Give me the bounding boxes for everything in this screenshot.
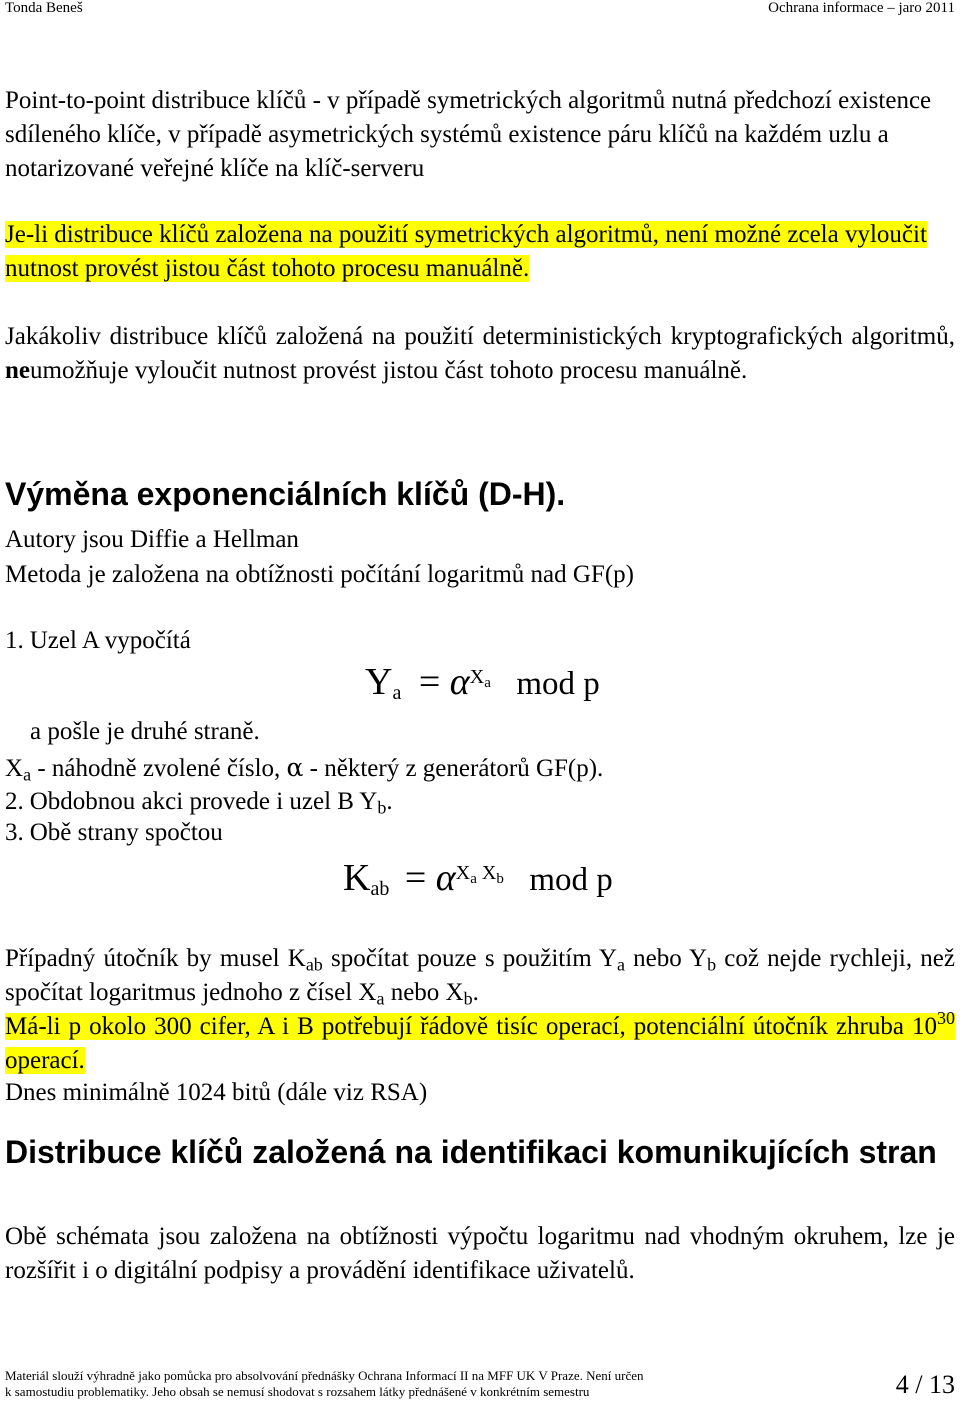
step-1 <box>5 626 191 656</box>
heading-dh-exchange: Výměna exponenciálních klíčů (D-H). <box>5 476 566 512</box>
header-course: Ochrana informace – jaro 2011 <box>768 0 955 16</box>
sends-line: a pošle je druhé straně. <box>30 718 260 745</box>
formula-alpha: α <box>435 857 456 899</box>
formula-lhs-sub: ab <box>370 878 390 900</box>
paragraph-deterministic <box>5 320 955 388</box>
paragraph-300-digits <box>5 1010 955 1078</box>
paragraph-symmetric-highlight <box>5 218 955 286</box>
formula-equals: = <box>418 661 441 703</box>
bold-ne: ne <box>5 357 30 384</box>
formula-kab <box>343 858 613 900</box>
highlight-text: Má-li p okolo 300 cifer, A i B potřebují řádově tisíc operací, potenciální útočník zhruba $10^{30}$ operací. <box>5 1008 955 1074</box>
min-bits-line: Dnes minimálně 1024 bitů (dále viz RSA) <box>5 1079 428 1106</box>
alpha-symbol: α <box>286 753 304 782</box>
formula-ya <box>365 662 600 704</box>
step-number: 1. <box>5 627 24 654</box>
formula-lhs: Y <box>365 661 393 703</box>
step-3: 3. Obě strany spočtou <box>5 819 223 846</box>
header-author: Tonda Beneš <box>5 0 83 16</box>
text-span: umožňuje vyloučit nutnost provést jistou část tohoto procesu manuálně. <box>30 357 748 384</box>
highlight-text: Je-li distribuce klíčů založena na použití symetrických algoritmů, není možné zcela vyloučit nutnost provést jistou část tohoto procesu manuálně. <box>5 221 927 282</box>
page-number: 4 / 13 <box>895 1370 955 1399</box>
step-text: Uzel A vypočítá <box>29 627 191 654</box>
formula-exponent: Xa <box>469 666 491 691</box>
authors-line: Autory jsou Diffie a Hellman <box>5 526 299 553</box>
formula-mod: mod p <box>529 862 613 898</box>
step-2: 2. Obdobnou akci provede i uzel B $Y_b$. <box>5 788 393 818</box>
paragraph-schemes: Obě schémata jsou založena na obtížnosti výpočtu logaritmu nad vhodným okruhem, lze je rozšířit i o digitální podpisy a provádění identifikace uživatelů. <box>5 1223 955 1284</box>
formula-equals: = <box>404 857 427 899</box>
formula-exponent: Xa Xb <box>455 862 504 887</box>
formula-lhs-sub: a <box>392 682 402 704</box>
formula-alpha: α <box>449 661 470 703</box>
footer-note-2: k samostudiu problematiky. Jeho obsah se nemusí shodovat s rozsahem látky přednášené v konkrétním semestru <box>5 1384 590 1399</box>
paragraph-point-to-point: Point-to-point distribuce klíčů - v případě symetrických algoritmů nutná předchozí existence sdíleného klíče, v případě asymetrických systémů existence páru klíčů na každém uzlu a notarizované veřejné klíče na klíč-serveru <box>5 87 932 182</box>
xa-description: $X_a$ - náhodně zvolené číslo, α - některý z generátorů GF(p). <box>5 753 604 785</box>
formula-mod: mod p <box>516 666 600 702</box>
footer-note-1: Materiál slouží výhradně jako pomůcka pro absolvování přednášky Ochrana Informací II na MFF UK V Praze. Není určen <box>5 1368 644 1383</box>
paragraph-attacker: Případný útočník by musel $K_{ab}$ spočítat pouze s použitím $Y_a$ nebo $Y_b$ což nejde rychleji, než spočítat logaritmus jednoho z čísel $X_a$ nebo $X_b$. <box>5 945 955 1009</box>
formula-lhs: K <box>343 857 371 899</box>
method-line: Metoda je založena na obtížnosti počítání logaritmů nad GF(p) <box>5 561 634 588</box>
text-span: Jakákoliv distribuce klíčů založená na použití deterministických kryptografických algoritmů, <box>5 323 955 350</box>
heading-identification: Distribuce klíčů založená na identifikaci komunikujících stran <box>5 1134 937 1170</box>
